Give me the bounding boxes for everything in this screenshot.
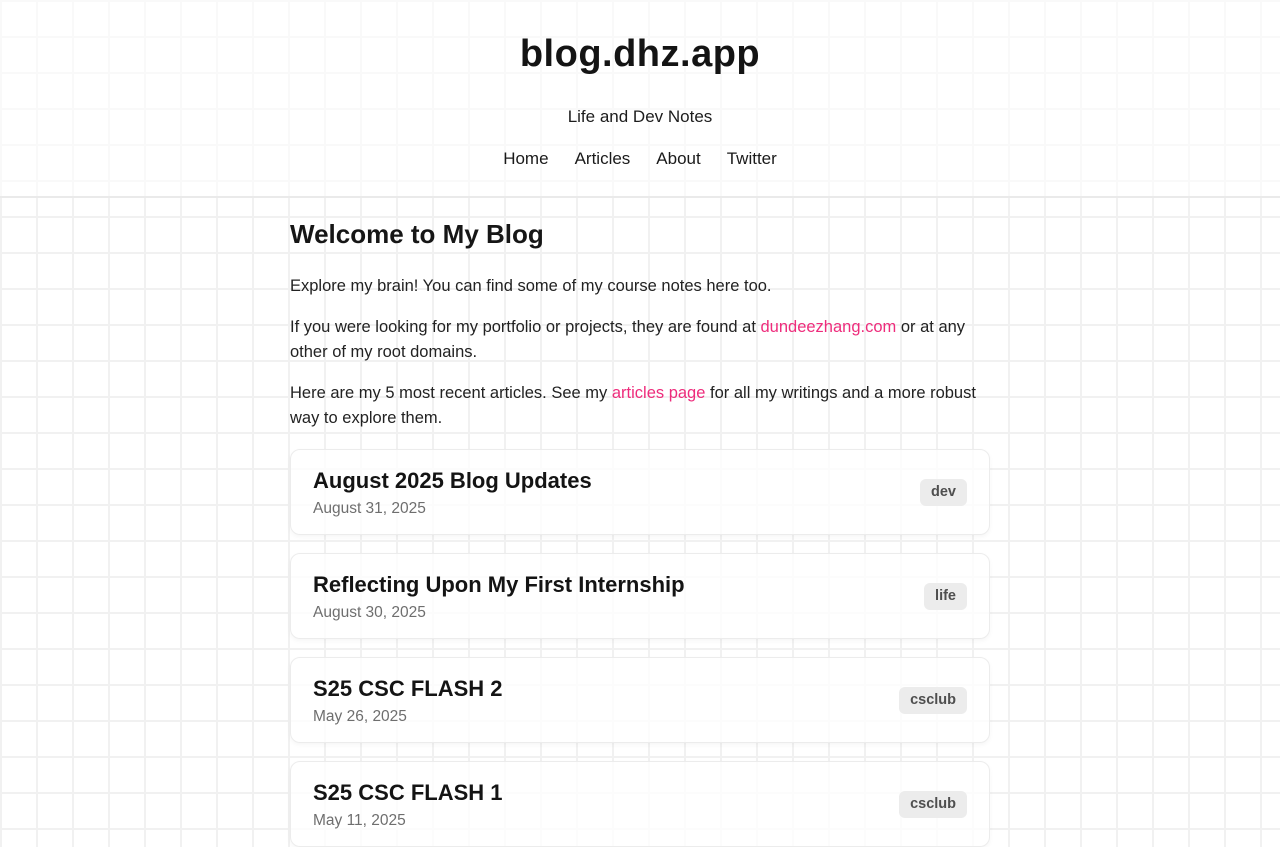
article-date: May 26, 2025 [313, 707, 407, 725]
intro-text: Explore my brain! You can find some of my course notes here too. [290, 277, 772, 295]
recent-text-after: for all my writings and a more robust way to explore them. [290, 383, 976, 427]
article-date: August 30, 2025 [313, 603, 426, 621]
portfolio-link[interactable]: dundeezhang.com [760, 317, 897, 336]
nav-link-about[interactable]: About [656, 149, 701, 168]
portfolio-paragraph [290, 315, 990, 366]
article-list [290, 449, 990, 847]
article-tag-badge: csclub [899, 687, 967, 714]
portfolio-text-after: or at any other of my root domains. [290, 317, 966, 361]
article-date: May 11, 2025 [313, 811, 406, 829]
article-title: Reflecting Upon My First Internship [313, 571, 685, 597]
article-title: August 2025 Blog Updates [313, 467, 592, 493]
article-tag-badge: dev [920, 479, 967, 506]
nav-link-articles[interactable]: Articles [574, 149, 631, 168]
article-tag-badge: life [924, 583, 967, 610]
articles-page-link[interactable]: articles page [611, 383, 706, 402]
article-card[interactable] [290, 553, 990, 639]
article-title: S25 CSC FLASH 2 [313, 675, 503, 701]
site-title: blog.dhz.app [519, 33, 761, 75]
recent-text-before: Here are my 5 most recent articles. See my [290, 383, 612, 402]
nav-link-twitter[interactable]: Twitter [726, 149, 777, 168]
site-nav [0, 149, 1280, 169]
site-subtitle: Life and Dev Notes [567, 107, 713, 126]
article-date: August 31, 2025 [313, 499, 426, 517]
page-title: Welcome to My Blog [290, 219, 544, 249]
article-info [313, 778, 879, 831]
article-info [313, 674, 879, 727]
article-card[interactable] [290, 761, 990, 847]
article-card[interactable] [290, 449, 990, 535]
article-info [313, 570, 904, 623]
article-tag-badge: csclub [899, 791, 967, 818]
portfolio-text-before: If you were looking for my portfolio or projects, they are found at [290, 317, 761, 336]
article-card[interactable] [290, 657, 990, 743]
main-content [290, 198, 990, 847]
site-header [0, 0, 1280, 198]
nav-link-home[interactable]: Home [503, 149, 549, 168]
article-title: S25 CSC FLASH 1 [313, 779, 503, 805]
intro-paragraph [290, 274, 990, 300]
recent-paragraph [290, 381, 990, 432]
article-info [313, 466, 900, 519]
